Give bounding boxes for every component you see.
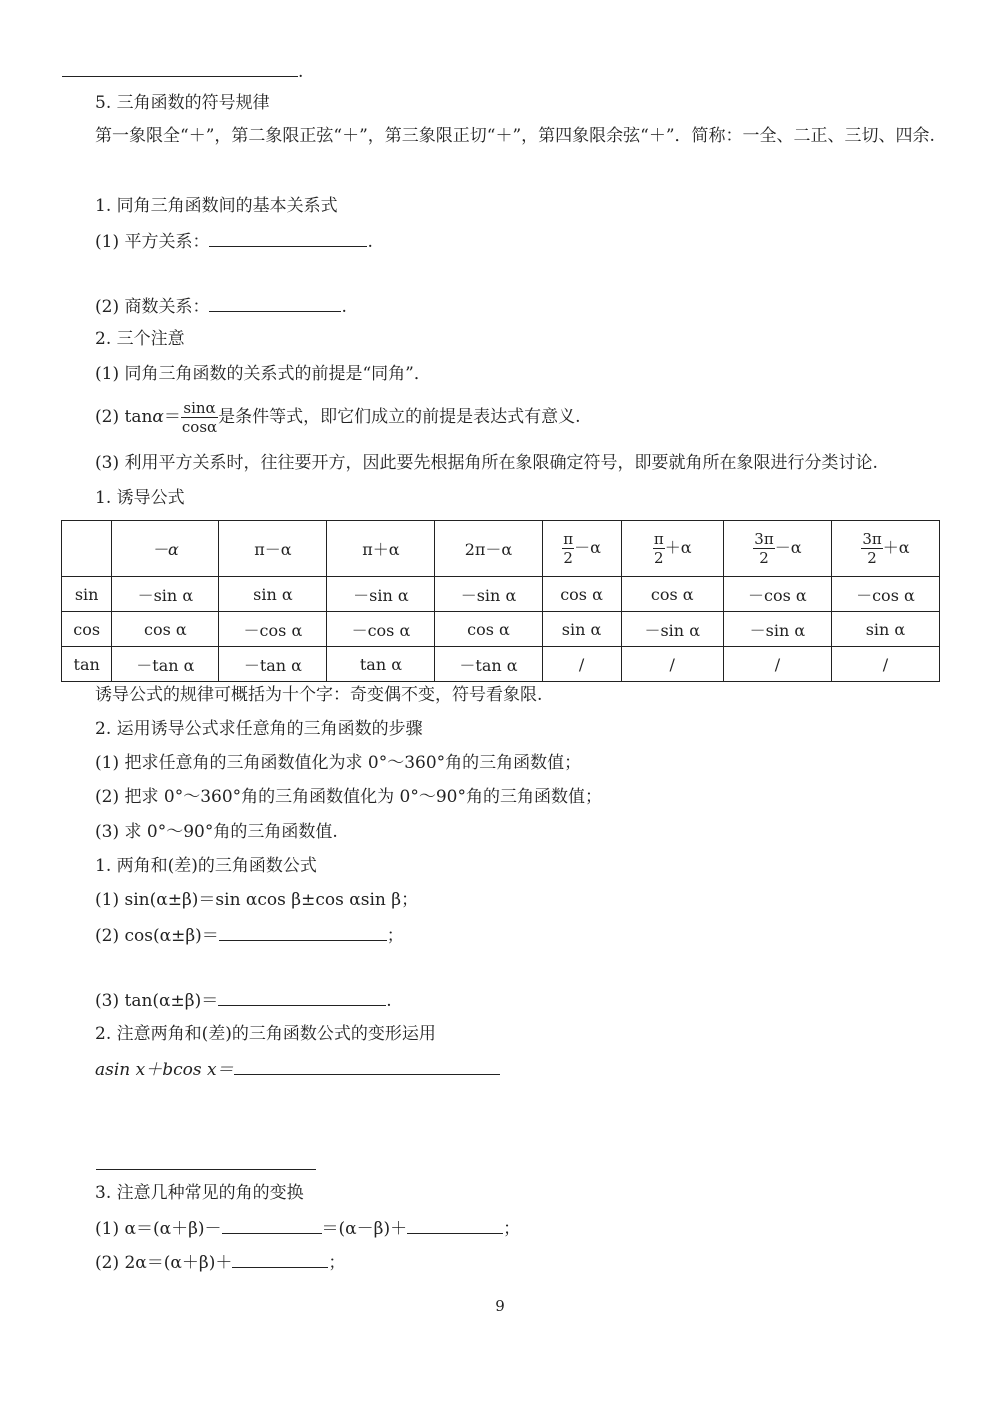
d1-p3-end: . — [386, 991, 392, 1011]
table-row — [62, 577, 940, 612]
table-header-cell — [723, 521, 831, 577]
sec5-title: 5. 三角函数的符号规律 — [95, 93, 270, 113]
table-cell: cos α — [542, 577, 621, 612]
fraction-numerator: π — [563, 530, 574, 548]
c2-step2: (2) 把求 0°～360°角的三角函数值化为 0°～90°角的三角函数值； — [95, 787, 603, 807]
b2-tan: (2) tan — [95, 407, 153, 427]
fraction-numerator: sinα — [181, 399, 218, 418]
sec5-body — [62, 119, 940, 153]
sin-over-cos-fraction — [181, 399, 218, 436]
header-fraction — [562, 530, 574, 567]
fraction-denominator: 2 — [867, 549, 877, 567]
c1-rule: 诱导公式的规律可概括为十个字：奇变偶不变，符号看象限. — [95, 685, 543, 705]
table-cell: －sin α — [621, 612, 723, 647]
table-cell: tan — [62, 647, 112, 682]
table-header-cell: －α — [112, 521, 219, 577]
table-cell: cos α — [435, 612, 542, 647]
d3-transform1 — [95, 1217, 520, 1240]
table-cell: sin α — [831, 612, 939, 647]
table-cell: －cos α — [327, 612, 435, 647]
blank — [234, 1058, 500, 1075]
table-row — [62, 647, 940, 682]
d3-title: 3. 注意几种常见的角的变换 — [95, 1183, 304, 1203]
header-fraction — [753, 530, 774, 567]
d2-formula — [95, 1058, 500, 1081]
b2-note3: (3) 利用平方关系时，往往要开方，因此要先根据角所在象限确定符号，即要就角所在象限进行分类讨论. — [95, 453, 878, 473]
top-end: . — [298, 62, 304, 82]
fraction-denominator: 2 — [563, 549, 573, 567]
table-header-row — [62, 521, 940, 577]
c2-step3: (3) 求 0°～90°角的三角函数值. — [95, 822, 338, 842]
d2-title: 2. 注意两角和(差)的三角函数公式的变形运用 — [95, 1024, 436, 1044]
table-header-cell: π＋α — [327, 521, 435, 577]
fraction-numerator: 3π — [754, 530, 774, 548]
table-cell: / — [831, 647, 939, 682]
table-cell: －tan α — [219, 647, 327, 682]
d1-title: 1. 两角和(差)的三角函数公式 — [95, 856, 317, 876]
table-cell: －sin α — [723, 612, 831, 647]
table-header-cell — [621, 521, 723, 577]
header-rest: ＋α — [664, 538, 692, 557]
table-cell: －sin α — [435, 577, 542, 612]
table-cell: sin — [62, 577, 112, 612]
top-blank-line — [62, 60, 303, 83]
induction-formula-table — [61, 520, 940, 682]
blank — [209, 295, 341, 312]
d2-formula-text: asin x＋bcos x＝ — [95, 1060, 234, 1080]
table-cell: sin α — [542, 612, 621, 647]
d1-p2-label: (2) cos(α±β)＝ — [95, 926, 219, 946]
blank — [62, 60, 298, 77]
d1-p3-label: (3) tan(α±β)＝ — [95, 991, 219, 1011]
b1-p2-label: (2) 商数关系： — [95, 297, 210, 317]
table-row — [62, 612, 940, 647]
header-fraction — [653, 530, 665, 567]
blank — [218, 989, 386, 1006]
table-header-cell — [62, 521, 112, 577]
table-cell: －tan α — [112, 647, 219, 682]
b2-note2-suffix: 是条件等式，即它们成立的前提是表达式有意义. — [218, 407, 581, 427]
d3-p1-a: (1) α＝(α＋β)－ — [95, 1219, 222, 1239]
table-cell: / — [621, 647, 723, 682]
table-cell: cos — [62, 612, 112, 647]
b2-title: 2. 三个注意 — [95, 329, 185, 349]
c1-title: 1. 诱导公式 — [95, 488, 185, 508]
blank — [232, 1251, 328, 1268]
d1-cos-formula — [95, 924, 404, 947]
blank — [219, 924, 387, 941]
d3-p2-end: ； — [328, 1253, 346, 1273]
blank-line-standalone — [96, 1169, 316, 1170]
sec5-body-text: 第一象限全“＋”，第二象限正弦“＋”，第三象限正切“＋”，第四象限余弦“＋”．简称：一全、二正、三切、四余. — [95, 126, 935, 146]
c2-step1: (1) 把求任意角的三角函数值化为求 0°～360°角的三角函数值； — [95, 753, 582, 773]
table-cell: sin α — [219, 577, 327, 612]
table-cell: tan α — [327, 647, 435, 682]
page-number: 9 — [495, 1297, 505, 1315]
fraction-numerator: π — [653, 530, 664, 548]
table-header-cell — [831, 521, 939, 577]
header-rest: －α — [574, 538, 601, 557]
table-cell: cos α — [112, 612, 219, 647]
table-cell: －cos α — [723, 577, 831, 612]
b1-p1-end: . — [367, 232, 373, 252]
table-header-cell: π－α — [219, 521, 327, 577]
header-rest: ＋α — [882, 538, 910, 557]
table-cell: －sin α — [112, 577, 219, 612]
b1-p2-end: . — [341, 297, 347, 317]
c2-title: 2. 运用诱导公式求任意角的三角函数的步骤 — [95, 719, 423, 739]
table-cell: －sin α — [327, 577, 435, 612]
d1-sin-formula: (1) sin(α±β)＝sin αcos β±cos αsin β； — [95, 890, 419, 910]
header-rest: －α — [774, 538, 802, 557]
blank — [222, 1217, 322, 1234]
table-cell: / — [542, 647, 621, 682]
d3-p1-b: ＝(α－β)＋ — [321, 1219, 408, 1239]
b1-square-relation — [95, 230, 373, 253]
fraction-denominator: 2 — [654, 549, 664, 567]
table-cell: / — [723, 647, 831, 682]
blank — [209, 230, 367, 247]
header-fraction — [861, 530, 882, 567]
table-cell: －cos α — [831, 577, 939, 612]
b1-p1-label: (1) 平方关系： — [95, 232, 210, 252]
d3-p1-end: ； — [503, 1219, 521, 1239]
b2-note1: (1) 同角三角函数的关系式的前提是“同角”． — [95, 364, 431, 384]
d3-transform2 — [95, 1251, 345, 1274]
fraction-denominator: cosα — [181, 418, 218, 436]
d1-tan-formula — [95, 989, 392, 1012]
fraction-denominator: 2 — [759, 549, 769, 567]
table-cell: cos α — [621, 577, 723, 612]
table-header-cell — [542, 521, 621, 577]
table-cell: －tan α — [435, 647, 542, 682]
equals: ＝ — [163, 407, 181, 427]
b1-quotient-relation — [95, 295, 347, 318]
blank — [407, 1217, 503, 1234]
alpha: α — [152, 407, 164, 427]
d1-p2-end: ； — [386, 926, 404, 946]
b1-title: 1. 同角三角函数间的基本关系式 — [95, 196, 338, 216]
b2-note2 — [95, 397, 581, 437]
table-cell: －cos α — [219, 612, 327, 647]
d3-p2-a: (2) 2α＝(α＋β)＋ — [95, 1253, 233, 1273]
fraction-numerator: 3π — [862, 530, 882, 548]
table-header-cell: 2π－α — [435, 521, 542, 577]
